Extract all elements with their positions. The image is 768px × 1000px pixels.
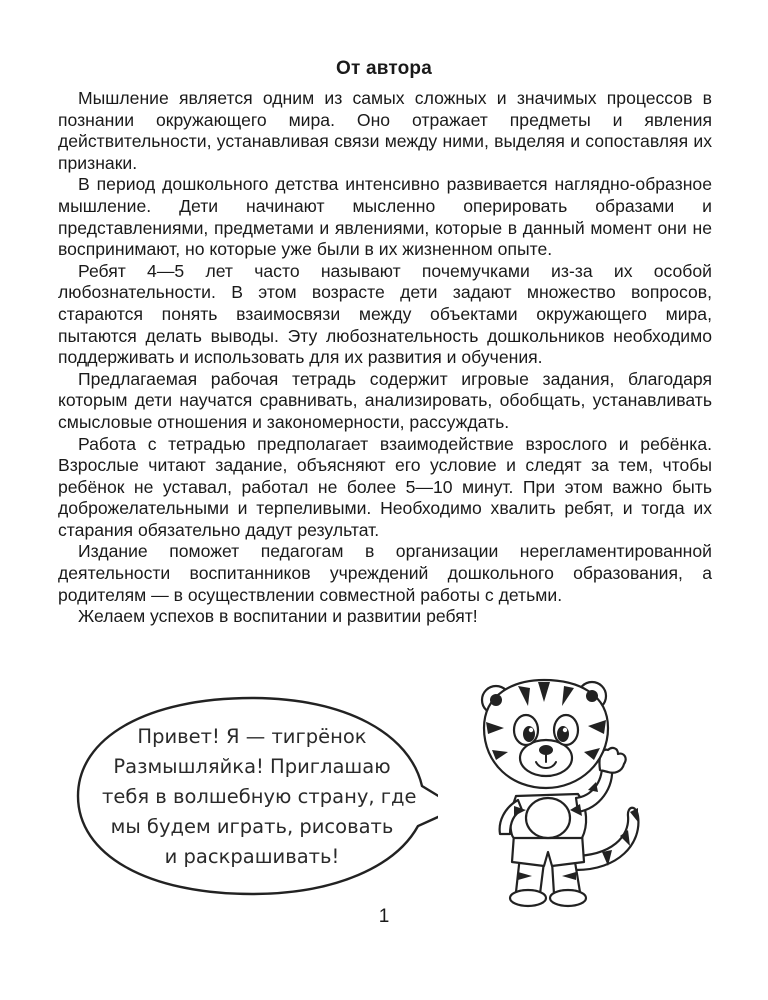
paragraph: Издание поможет педагогам в организации нерегламентированной деятельности воспитанников учреждений дошкольного образования, а родителям — в осуществлении совместной работы с детьми. <box>58 541 712 605</box>
paragraph: Желаем успехов в воспитании и развитии ребят! <box>78 606 478 627</box>
speech-line: мы будем играть, рисовать <box>110 815 394 838</box>
speech-line: Привет! Я — тигрёнок <box>137 725 367 748</box>
tiger-icon <box>452 666 652 916</box>
paragraph: Мышление является одним из самых сложных и значимых процессов в познании окружающего мира. Оно отражает предметы и явления действительности, устанавливая связи между ними, выделяя и сопоставляя их признаки. <box>58 88 712 173</box>
page-number: 1 <box>378 906 390 927</box>
paragraph: Работа с тетрадью предполагает взаимодействие взрослого и ребёнка. Взрослые читают задание, объясняют его условие и следят за тем, чтобы ребёнок не уставал, работал не более 5—10 минут. При этом важно быть доброжелательными и терпеливыми. Необходимо хвалить ребят, и тогда их старания обязательно дадут результат. <box>58 433 712 540</box>
paragraph: В период дошкольного детства интенсивно развивается наглядно-образное мышление. Дети начинают мысленно оперировать образами и представлениями, предметами и явлениями, которые в данный момент они не воспринимают, но которые уже были в их жизненном опыте. <box>58 174 712 260</box>
tiger-cub-illustration <box>452 666 652 916</box>
speech-line: и раскрашивать! <box>164 845 340 868</box>
speech-line: тебя в волшебную страну, где <box>102 785 417 808</box>
paragraph: Ребят 4—5 лет часто называют почемучками из-за их особой любознательности. В этом возрасте дети задают множество вопросов, стараются понять взаимосвязи между объектами окружающего мира, пытаются делать выводы. Эту любознательность дошкольников необходимо поддерживать и использовать для их развития и обучения. <box>58 260 712 368</box>
body-text <box>58 88 712 628</box>
speech-bubble <box>66 690 438 904</box>
paragraph: Предлагаемая рабочая тетрадь содержит игровые задания, благодаря которым дети научатся сравнивать, анализировать, обобщать, устанавливать смысловые отношения и закономерности, рассуждать. <box>58 368 712 432</box>
page-title: От автора <box>336 58 432 79</box>
speech-line: Размышляйка! Приглашаю <box>113 755 391 778</box>
speech-bubble-text <box>102 722 417 872</box>
